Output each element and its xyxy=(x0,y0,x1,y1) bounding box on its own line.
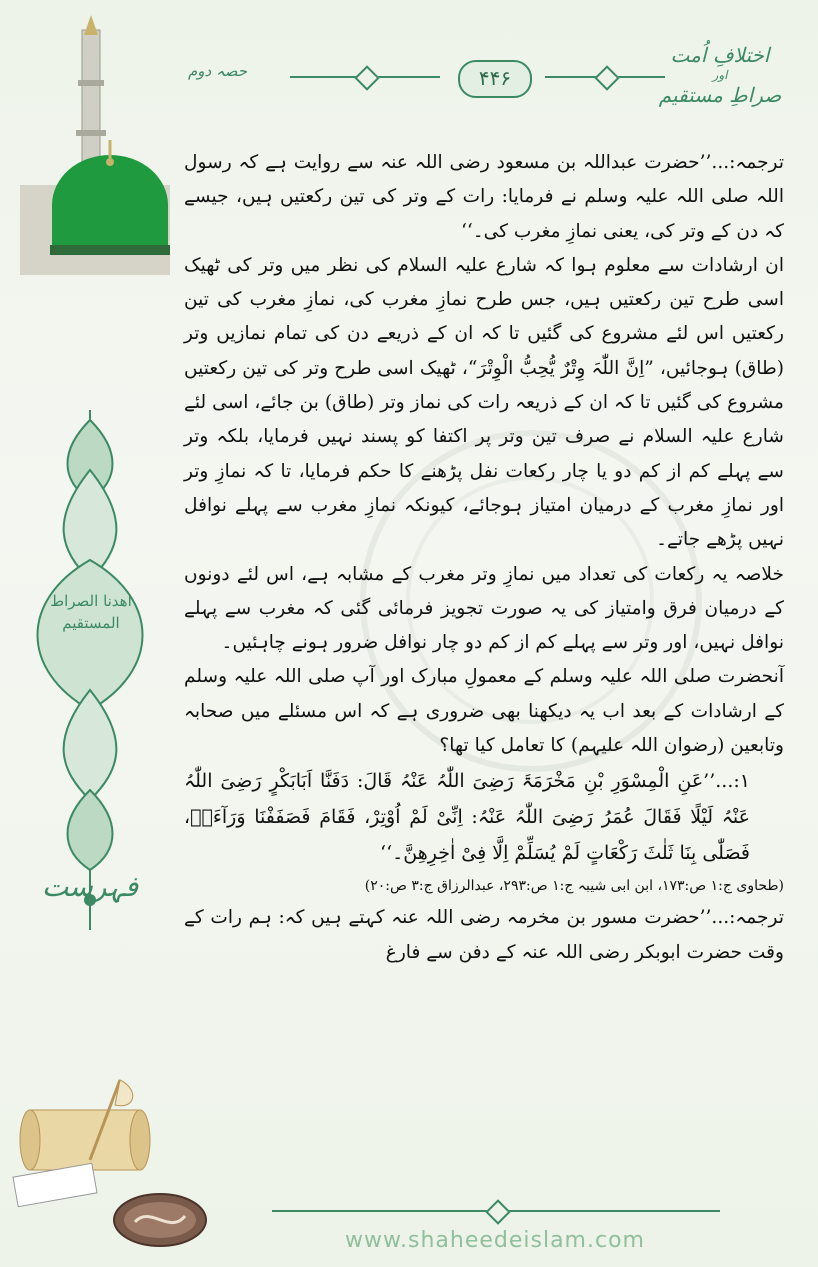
commentary-paragraph-3: آنحضرت صلی اللہ علیہ وسلم کے معمولِ مبارک اور آپ صلی اللہ علیہ وسلم کے ارشادات کے بعد اب یہ دیکھنا بھی ضروری ہے کہ اس مسئلے میں صحابہ وتابعین (رضوان اللہ علیہم) کا تعامل کیا تھا؟ xyxy=(184,666,784,757)
translation-paragraph-2: ترجمہ:...’’حضرت مسور بن مخرمہ رضی اللہ عنہ کہتے ہیں کہ: ہم رات کے وقت حضرت ابوبکر رضی اللہ عنہ کے دفن سے فارغ xyxy=(184,907,784,963)
hadith-reference: (طحاوی ج:۱ ص:۱۷۳، ابن ابی شیبہ ج:۱ ص:۲۹۳، عبدالرزاق ج:۳ ص:۲۰) xyxy=(364,878,784,895)
medallion-line-2: المستقیم xyxy=(62,614,120,632)
part-label: حصہ دوم xyxy=(188,62,248,80)
commentary-paragraph-2: خلاصہ یہ رکعات کی تعداد میں نمازِ وتر مغرب کے مشابہ ہے، اس لئے دونوں کے درمیان فرق وامتیاز کی یہ صورت تجویز فرمائی گئی کہ مغرب سے پہلے نوافل نہیں، اور وتر سے پہلے کم از کم دو چار نوافل ضرور ہونے چاہئیں۔ xyxy=(184,563,784,654)
book-title-line-3: صراطِ مستقیم xyxy=(658,83,782,107)
page-number: ۴۴۶ xyxy=(458,60,532,98)
book-title-line-1: اختلافِ اُمت xyxy=(670,43,770,67)
arabic-hadith: ۱:...’’عَنِ الْمِسْوَرِ بْنِ مَخْرَمَۃَ رَضِیَ اللّٰہُ عَنْہُ قَالَ: دَفَنَّا اَبَابَکْرٍ رَضِیَ اللّٰہُ عَنْہُ لَیْلًا فَقَالَ عُمَرُ رَضِیَ اللّٰہُ عَنْہُ: اِنِّیْ لَمْ اُوْتِرْ، فَقَامَ فَصَفَفْنَا وَرَآءَہٗ، فَصَلّٰی بِنَا ثَلٰثَ رَکْعَاتٍ لَمْ یُسَلِّمْ اِلَّا فِیْ اٰخِرِھِنَّ۔‘‘ xyxy=(184,770,750,865)
book-title-line-2: اور xyxy=(712,68,728,82)
medallion-inscription xyxy=(36,590,146,634)
page-header xyxy=(180,40,800,130)
scroll-quill-icon xyxy=(0,1060,180,1210)
commentary-paragraph-1: ان ارشادات سے معلوم ہوا کہ شارع علیہ السلام کی نظر میں وتر کی ٹھیک اسی طرح تین رکعتیں ہیں، جس طرح نمازِ مغرب کی، نمازِ مغرب کی تین رکعتیں اس لئے مشروع کی گئیں تا کہ ان کے ذریعے دن کی تمام نمازیں وتر (طاق) ہوجائیں، ”اِنَّ اللّٰہَ وِتْرٌ یُّحِبُّ الْوِتْرَ“، ٹھیک اسی طرح وتر کی تین رکعتیں مشروع کی گئیں تا کہ ان کے ذریعہ رات کی نماز وتر (طاق) بن جائے، اسی لئے شارع علیہ السلام نے صرف تین وتر پر اکتفا کو پسند نہیں فرمایا، بلکہ وتر سے پہلے کم از کم دو یا چار رکعات نفل پڑھنے کا حکم فرمایا، تا کہ نمازِ وتر اور نمازِ مغرب کے درمیان امتیاز ہوجائے، کیونکہ نمازِ مغرب سے پہلے نوافل نہیں پڑھے جاتے۔ xyxy=(184,254,784,551)
left-decoration xyxy=(0,0,180,1267)
green-dome-icon xyxy=(0,0,180,290)
page-body xyxy=(184,146,784,970)
website-url[interactable]: www.shaheedeislam.com xyxy=(345,1228,645,1253)
ornamental-pillar xyxy=(0,410,180,930)
footer-ornament xyxy=(485,1199,510,1224)
header-ornament-dot-left xyxy=(354,65,379,90)
medallion-line-1: اھدنا الصراط xyxy=(50,592,132,610)
shaheed-e-islam-logo xyxy=(110,1190,210,1250)
book-title xyxy=(650,40,790,110)
header-ornament-dot-right xyxy=(594,65,619,90)
index-link[interactable]: فہرست xyxy=(41,870,139,903)
translation-paragraph-1: ترجمہ:...’’حضرت عبداللہ بن مسعود رضی اللہ عنہ سے روایت ہے کہ رسول اللہ صلی اللہ علیہ وسلم نے فرمایا: رات کے وتر کی تین رکعتیں ہیں، جیسے کہ دن کے وتر کی، یعنی نمازِ مغرب کی۔‘‘ xyxy=(184,152,784,242)
